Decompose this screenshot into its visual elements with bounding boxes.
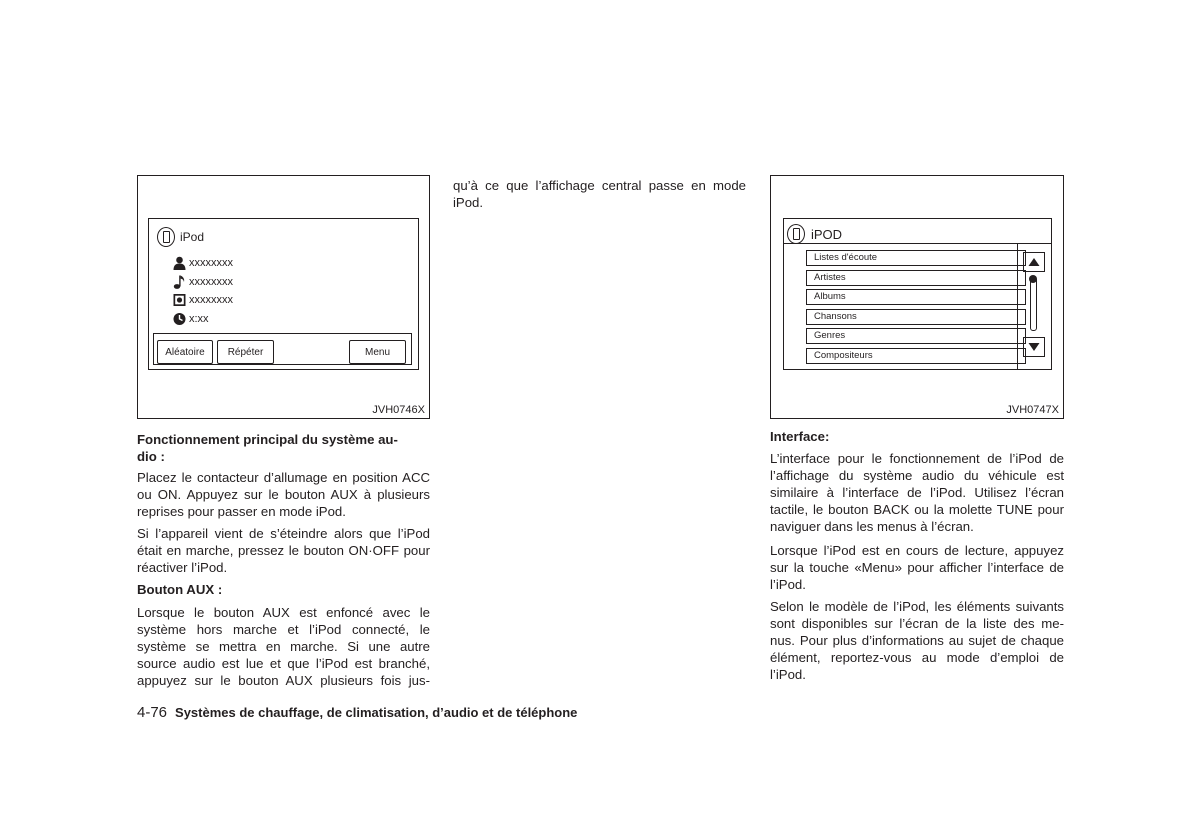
ipod-playback-screen: [148, 218, 419, 370]
figure-ipod-menu: [770, 175, 1064, 419]
screen-title: iPod: [180, 230, 205, 244]
ipod-icon: [787, 224, 805, 244]
scroll-track[interactable]: [1030, 277, 1037, 331]
menu-button[interactable]: Menu: [349, 340, 406, 364]
heading-basic-operation: Fonctionnement principal du système au- dio :: [137, 432, 398, 464]
menu-item-genres[interactable]: Genres: [806, 328, 1026, 344]
scrollbar[interactable]: [1017, 243, 1051, 369]
page-footer: [137, 704, 577, 721]
paragraph: Placez le contacteur d’allumage en position ACC ou ON. Appuyez sur le bouton AUX à plusieurs reprises pour passer en mode iPod.: [137, 470, 430, 519]
album-icon: [173, 293, 186, 307]
info-song-text: xxxxxxxx: [189, 276, 233, 288]
title-divider: [784, 243, 1051, 244]
info-row-song: [173, 275, 233, 289]
info-row-album: [173, 293, 233, 307]
page-number: 4-76: [137, 704, 168, 721]
figure-code: JVH0747X: [1006, 404, 1059, 416]
ipod-menu-screen: [783, 218, 1052, 370]
section-title: Systèmes de chauffage, de climatisation, d’audio et de téléphone: [175, 705, 578, 720]
paragraph: Selon le modèle de l’iPod, les éléments suivants sont disponibles sur l’écran de la liste des me-nus. Pour plus d’informations au sujet de chaque élément, reportez-vous au mode d’emploi de l’iPod.: [770, 599, 1064, 682]
paragraph: L’interface pour le fonctionnement de l’iPod de l’affichage du système audio du véhicule est similaire à l’interface de l’iPod. Utilisez l’écran tactile, le bouton BACK ou la molette TUNE pour naviguer dans les menus à l’écran.: [770, 451, 1064, 534]
paragraph: Si l’appareil vient de s’éteindre alors que l’iPod était en marche, pressez le bouton ON·OFF pour réactiver l’iPod.: [137, 526, 430, 575]
person-icon: [173, 256, 186, 270]
shuffle-button[interactable]: Aléatoire: [157, 340, 213, 364]
figure-code: JVH0746X: [372, 404, 425, 416]
repeat-button[interactable]: Répéter: [217, 340, 274, 364]
paragraph: Lorsque l’iPod est en cours de lecture, appuyez sur la touche «Menu» pour afficher l’interface de l’iPod.: [770, 543, 1064, 592]
menu-item-songs[interactable]: Chansons: [806, 309, 1026, 325]
arrow-up-icon: [1028, 257, 1040, 267]
arrow-down-icon: [1028, 342, 1040, 352]
heading-interface: Interface:: [770, 429, 830, 444]
info-row-time: [173, 312, 209, 326]
info-album-text: xxxxxxxx: [189, 294, 233, 306]
menu-item-artists[interactable]: Artistes: [806, 270, 1026, 286]
info-time-text: x:xx: [189, 313, 209, 325]
paragraph: qu’à ce que l’affichage central passe en mode iPod.: [453, 178, 746, 210]
scroll-thumb[interactable]: [1029, 275, 1037, 283]
screen-title: iPOD: [811, 227, 843, 242]
clock-icon: [173, 312, 186, 326]
scroll-down-button[interactable]: [1023, 337, 1045, 357]
menu-item-playlists[interactable]: Listes d'écoute: [806, 250, 1026, 266]
info-artist-text: xxxxxxxx: [189, 257, 233, 269]
scroll-up-button[interactable]: [1023, 252, 1045, 272]
menu-item-composers[interactable]: Compositeurs: [806, 348, 1026, 364]
ipod-icon: [157, 227, 175, 247]
heading-aux-button: Bouton AUX :: [137, 582, 223, 597]
figure-ipod-playback: [137, 175, 430, 419]
info-row-artist: [173, 256, 233, 270]
menu-item-albums[interactable]: Albums: [806, 289, 1026, 305]
music-note-icon: [173, 275, 186, 289]
paragraph: Lorsque le bouton AUX est enfoncé avec le système hors marche et l’iPod connecté, le système se mettra en marche. Si une autre source audio est lue et que l’iPod est branché, appuyez sur le bouton AUX plusieurs fois jus-: [137, 605, 430, 688]
